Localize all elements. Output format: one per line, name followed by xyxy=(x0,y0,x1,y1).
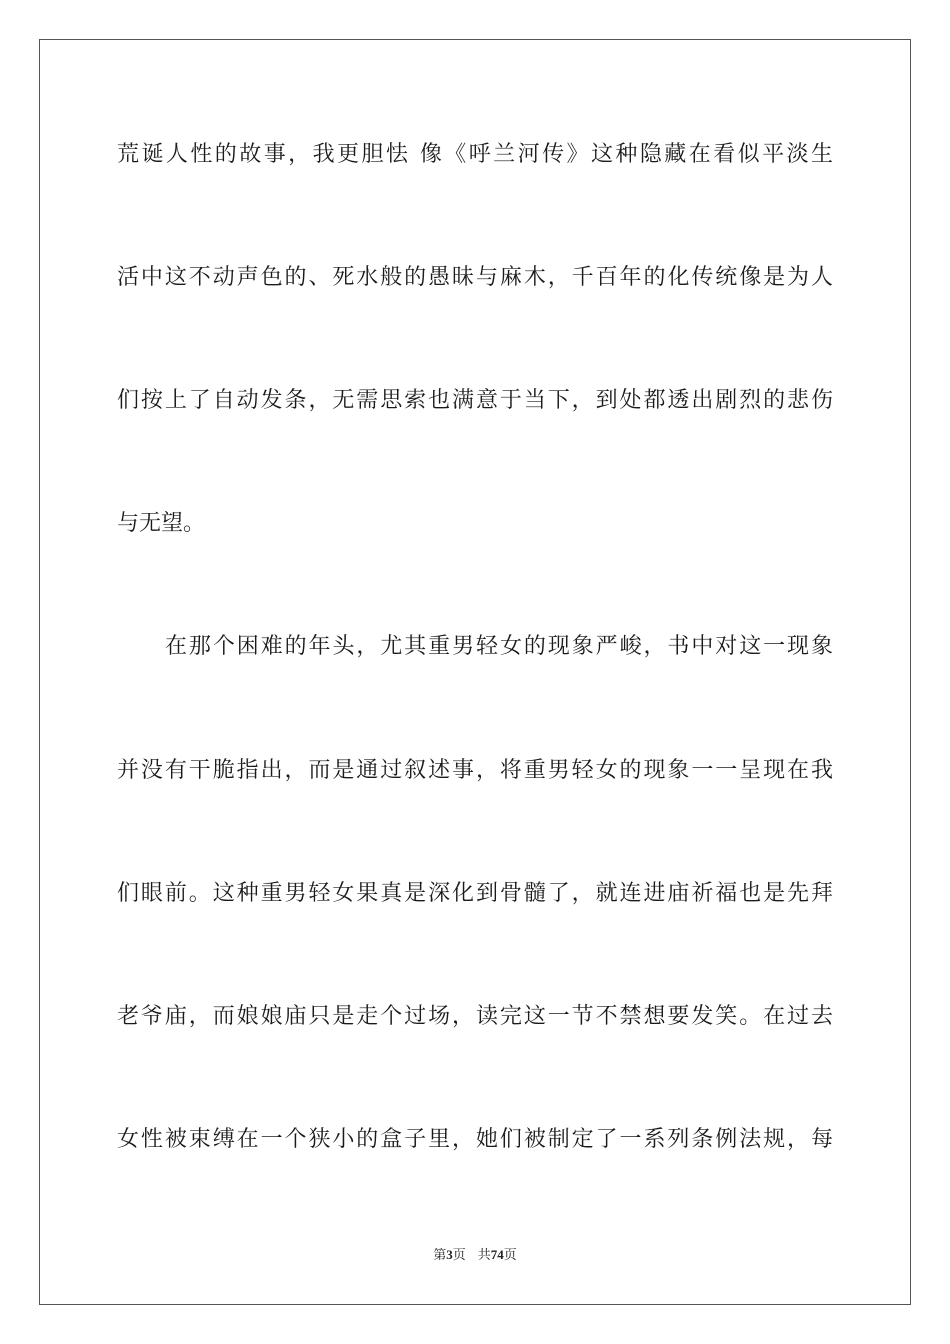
text-line: 女性被束缚在一个狭小的盒子里，她们被制定了一系列条例法规，每 xyxy=(117,1127,833,1152)
text-line: 活中这不动声色的、死水般的愚昧与麻木，千百年的化传统像是为人 xyxy=(117,265,833,290)
total-pages: 74 xyxy=(490,1247,504,1262)
total-suffix: 页 xyxy=(503,1247,517,1262)
text-line: 们眼前。这种重男轻女果真是深化到骨髓了，就连进庙祈福也是先拜 xyxy=(117,881,833,906)
page-footer xyxy=(0,1246,950,1264)
text-line: 并没有干脆指出，而是通过叙述事，将重男轻女的现象一一呈现在我 xyxy=(117,758,833,783)
text-line: 老爷庙，而娘娘庙只是走个过场，读完这一节不禁想要发笑。在过去 xyxy=(117,1004,833,1029)
text-line: 们按上了自动发条，无需思索也满意于当下，到处都透出剧烈的悲伤 xyxy=(117,388,833,413)
page-suffix: 页 xyxy=(452,1247,466,1262)
page-prefix: 第 xyxy=(433,1247,447,1262)
page-border xyxy=(39,39,911,1305)
total-prefix: 共 xyxy=(477,1247,491,1262)
text-line: 荒诞人性的故事，我更胆怯 像《呼兰河传》这种隐藏在看似平淡生 xyxy=(117,142,833,167)
page-number: 3 xyxy=(446,1247,453,1262)
text-line: 与无望。 xyxy=(117,511,206,536)
text-line: 在那个困难的年头，尤其重男轻女的现象严峻，书中对这一现象 xyxy=(165,634,833,659)
